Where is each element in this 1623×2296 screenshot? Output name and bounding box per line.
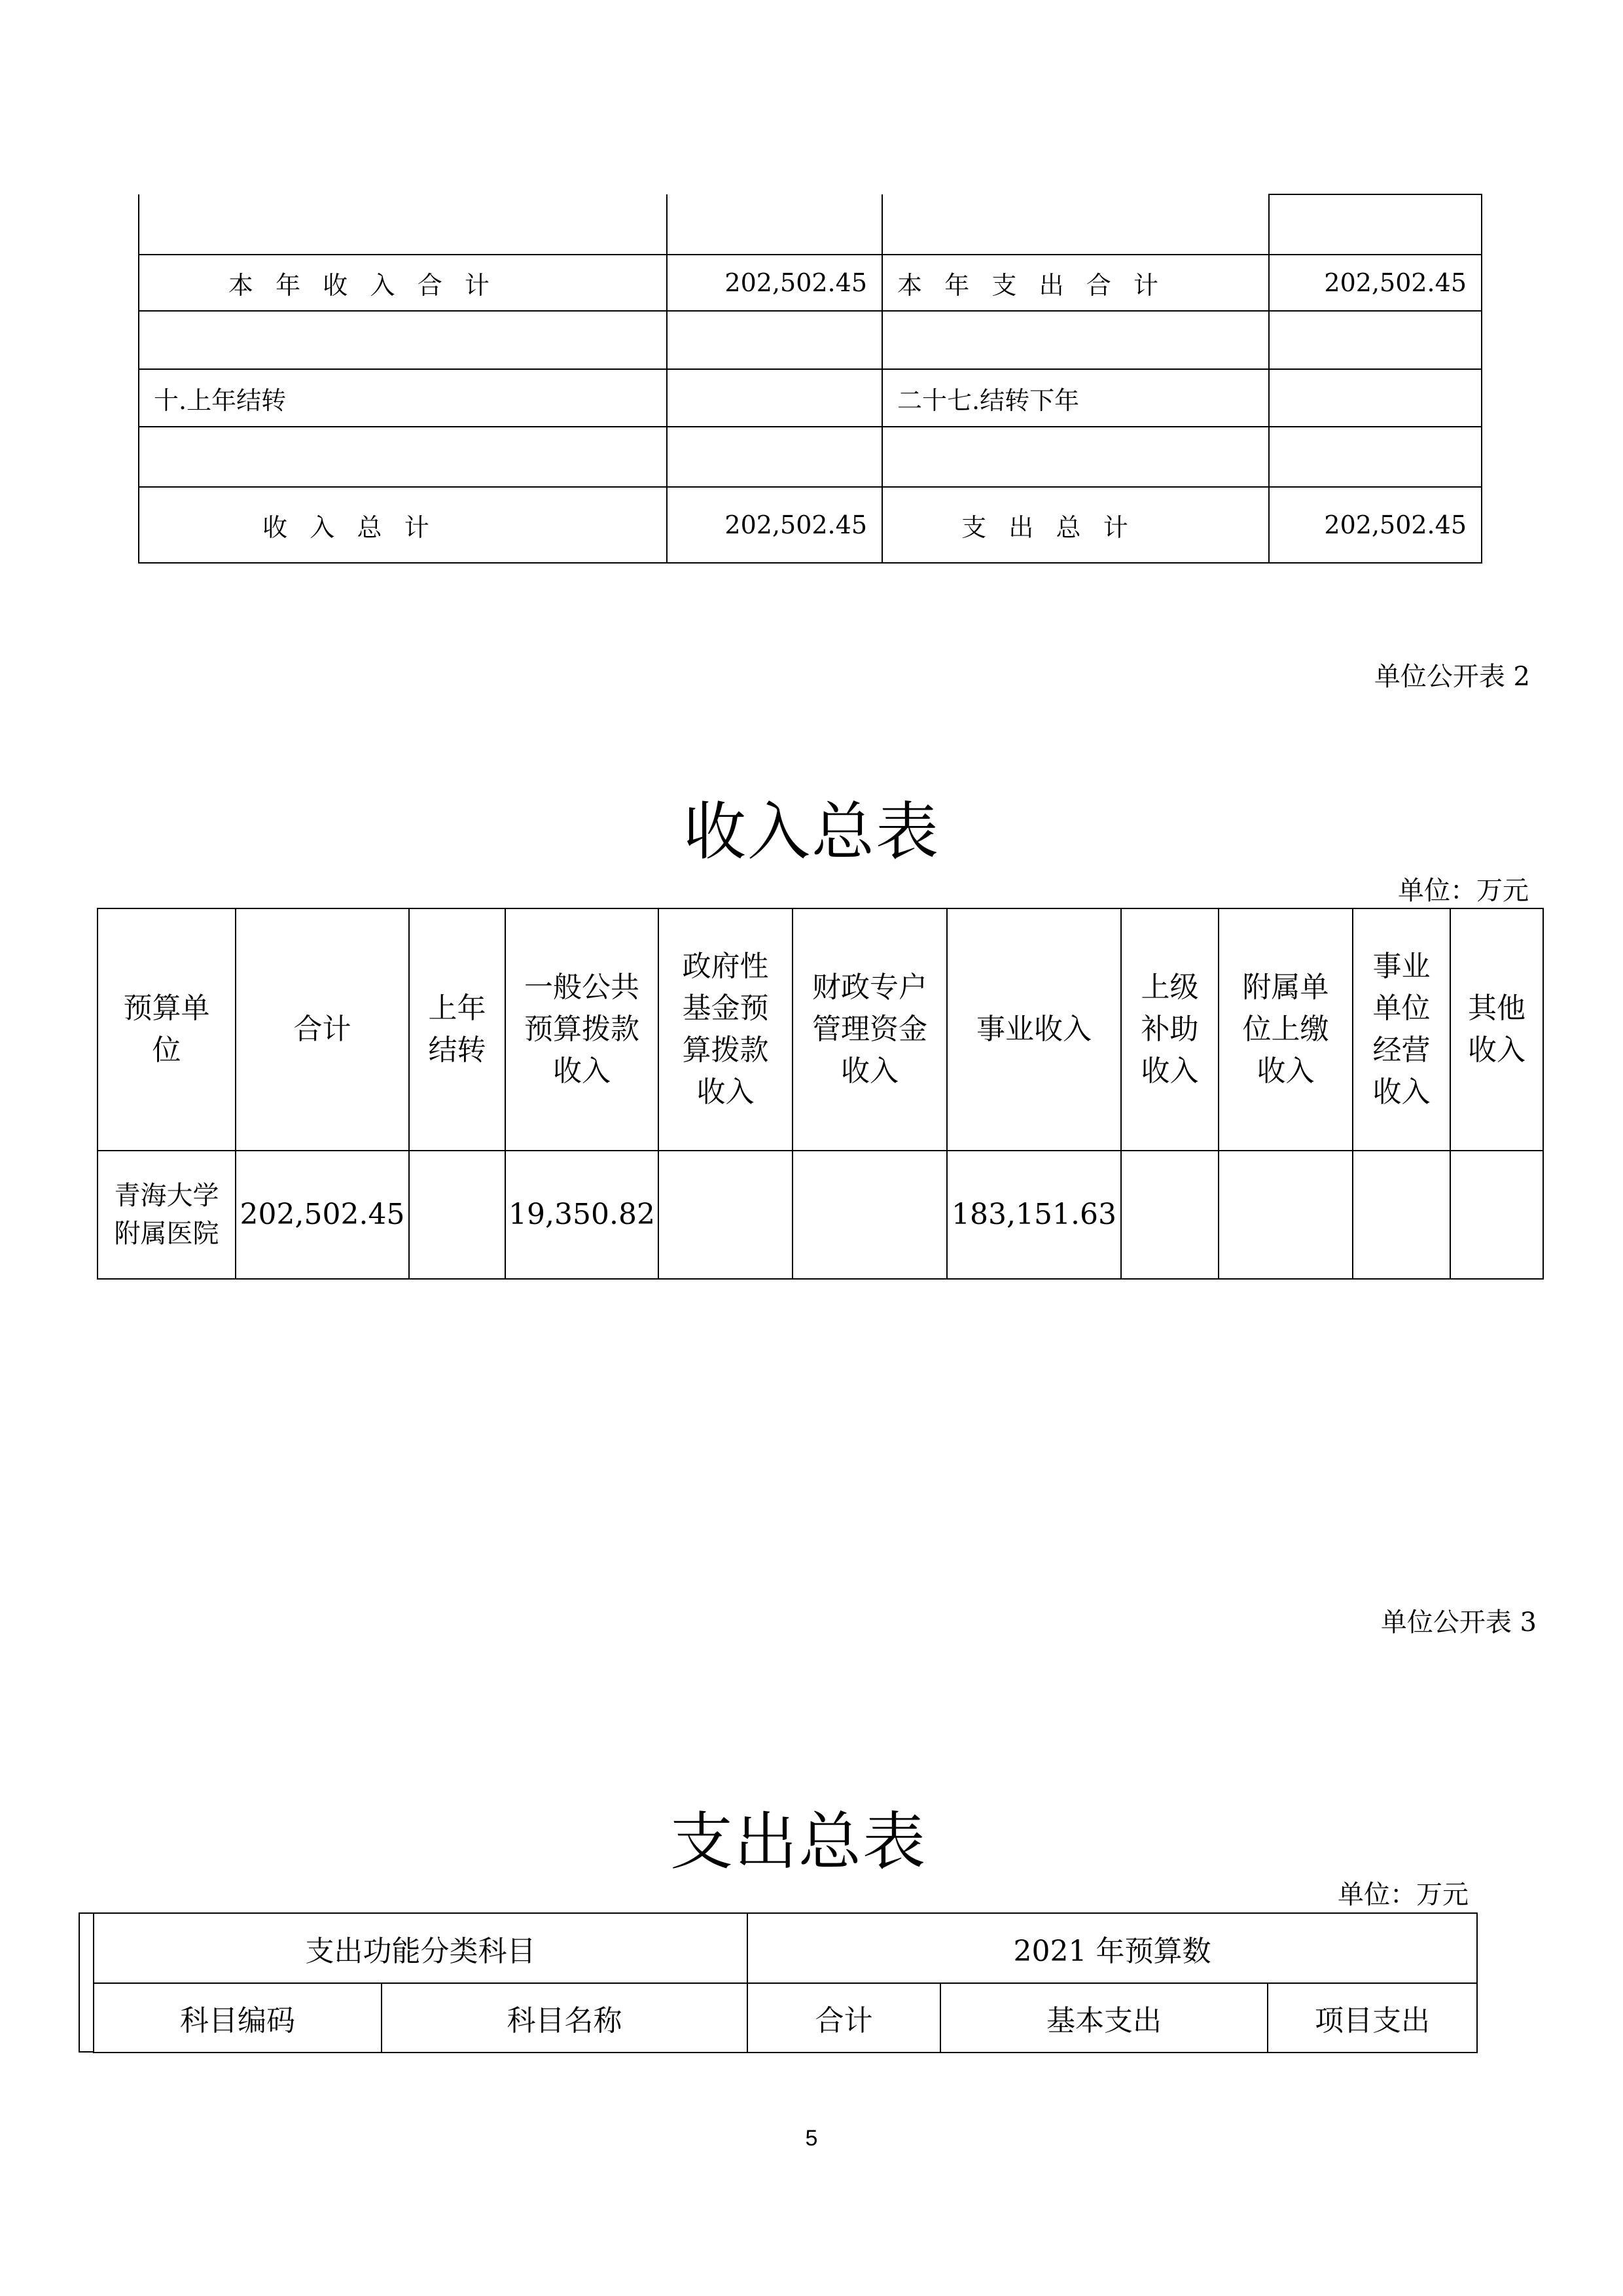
carryover-next-year-label: 二十七.结转下年 [882,369,1269,427]
right-label [882,194,1269,255]
left-label [139,194,667,255]
table-row [139,427,1482,487]
annual-expense-total-label: 本年支出合计 [882,255,1269,311]
header-row [98,908,1543,1151]
gov-fund-cell [658,1151,793,1279]
general-budget-header: 一般公共 预算拨款 收入 [505,908,658,1151]
prior-year-carryover-value [667,369,882,427]
annual-expense-total-value: 202,502.45 [1269,255,1482,311]
budget-year-header: 2021 年预算数 [747,1913,1477,1983]
table-tag-2: 单位公开表 2 [1374,662,1530,692]
annual-income-total-label: 本年收入合计 [139,255,667,311]
budget-unit-header: 预算单 位 [98,908,236,1151]
table-tag-3: 单位公开表 3 [1380,1607,1537,1638]
income-summary-table [97,908,1544,1280]
business-income-cell: 183,151.63 [947,1151,1121,1279]
superior-subsidy-header: 上级 补助 收入 [1121,908,1219,1151]
function-category-header: 支出功能分类科目 [94,1913,747,1983]
subject-code-header: 科目编码 [94,1983,382,2053]
carryover-cell [409,1151,505,1279]
other-income-cell [1450,1151,1543,1279]
table-row [139,255,1482,311]
gov-fund-header: 政府性 基金预 算拨款 收入 [658,908,793,1151]
annual-income-total-value: 202,502.45 [667,255,882,311]
balance-summary-table [138,194,1482,564]
page-number: 5 [805,2126,818,2151]
table-row [139,311,1482,369]
expense-summary-table [93,1912,1478,2053]
carryover-next-year-value [1269,369,1482,427]
expense-grand-total-value: 202,502.45 [1269,487,1482,563]
unit-label-3: 单位：万元 [1338,1880,1469,1910]
total-header: 合计 [236,908,409,1151]
business-income-header: 事业收入 [947,908,1121,1151]
income-grand-total-label: 收入总计 [139,487,667,563]
operating-income-header: 事业 单位 经营 收入 [1353,908,1450,1151]
general-budget-cell: 19,350.82 [505,1151,658,1279]
income-summary-title: 收入总表 [683,795,940,869]
expense-summary-title: 支出总表 [670,1805,927,1878]
table-row [139,194,1482,255]
unit-label-2: 单位：万元 [1398,876,1529,906]
basic-expense-header: 基本支出 [940,1983,1268,2053]
superior-subsidy-cell [1121,1151,1219,1279]
table-row [139,369,1482,427]
table-row [139,487,1482,563]
operating-income-cell [1353,1151,1450,1279]
special-account-header: 财政专户 管理资金 收入 [793,908,947,1151]
expense-grand-total-label: 支出总计 [882,487,1269,563]
special-account-cell [793,1151,947,1279]
table-outer-border [79,1912,80,2053]
subject-name-header: 科目名称 [382,1983,747,2053]
total-cell: 202,502.45 [236,1151,409,1279]
total-header: 合计 [747,1983,940,2053]
prior-year-carryover-label: 十.上年结转 [139,369,667,427]
affiliated-income-header: 附属单 位上缴 收入 [1219,908,1353,1151]
budget-unit-cell: 青海大学 附属医院 [98,1151,236,1279]
other-income-header: 其他 收入 [1450,908,1543,1151]
header-row [94,1913,1477,1983]
header-row [94,1983,1477,2053]
carryover-header: 上年 结转 [409,908,505,1151]
table-row [98,1151,1543,1279]
left-value [667,194,882,255]
affiliated-income-cell [1219,1151,1353,1279]
right-value [1269,194,1482,255]
income-grand-total-value: 202,502.45 [667,487,882,563]
project-expense-header: 项目支出 [1268,1983,1477,2053]
